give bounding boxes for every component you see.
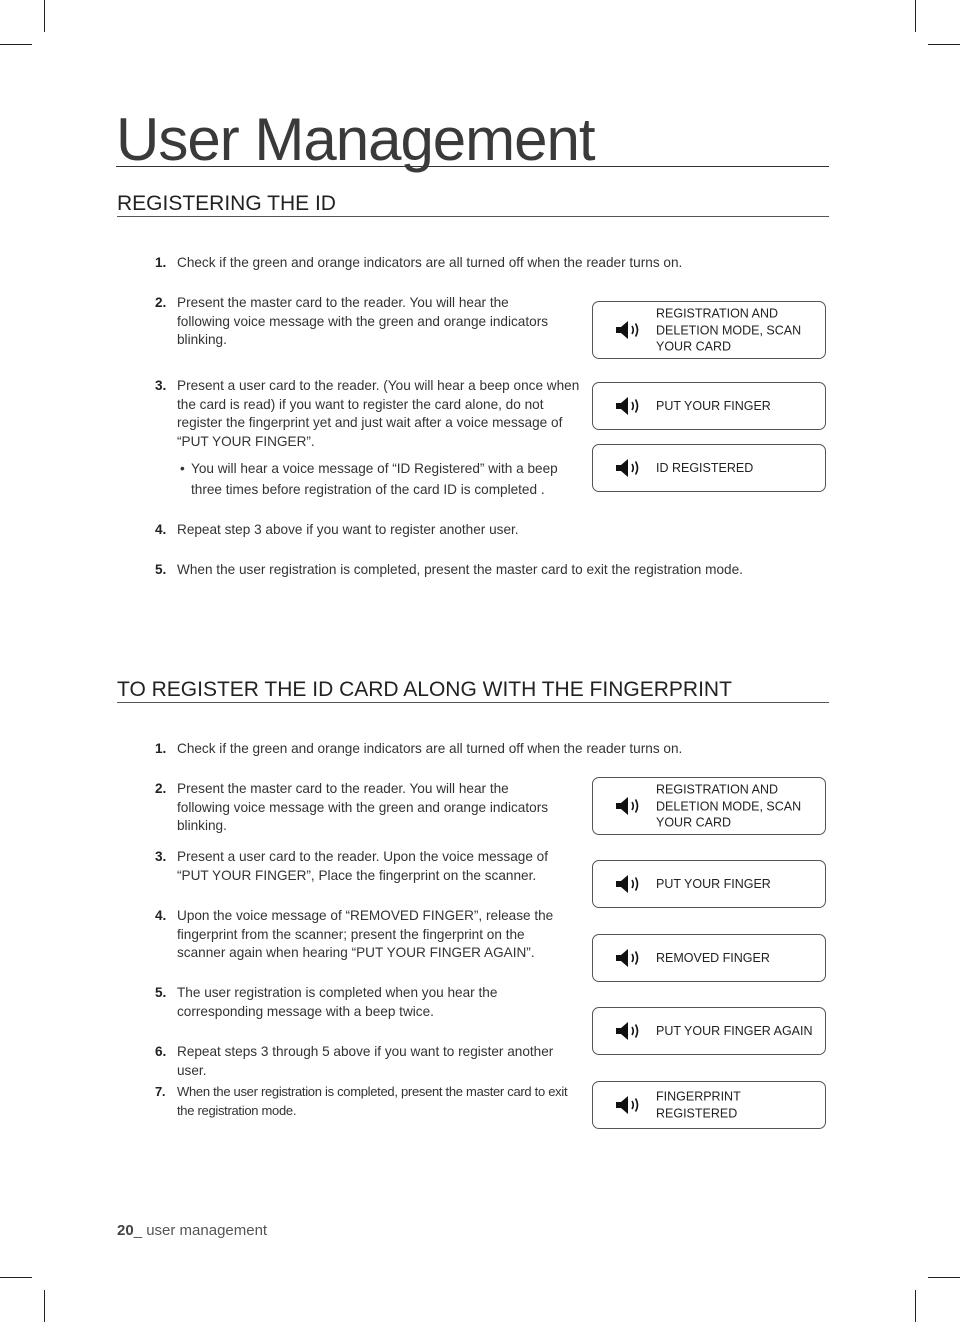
- step-text: Present a user card to the reader. Upon the voice message of “PUT YOUR FINGER”, Place the fingerprint on the scanner.: [177, 849, 549, 883]
- bullet-note: [180, 458, 585, 500]
- step-number: 5.: [155, 985, 167, 1000]
- voice-message-text: PUT YOUR FINGER: [656, 398, 771, 413]
- voice-message-text: REMOVED FINGER: [656, 950, 770, 965]
- section-title-registering-id: REGISTERING THE ID: [117, 193, 829, 217]
- step-number: 3.: [155, 378, 167, 393]
- section-title-id-card-fingerprint: TO REGISTER THE ID CARD ALONG WITH THE FINGERPRINT: [117, 679, 829, 703]
- step-4: [155, 907, 567, 963]
- step-5: [155, 984, 580, 1021]
- speaker-icon: [615, 947, 643, 969]
- voice-message-box: [592, 860, 826, 908]
- crop-mark-top-left-h: [0, 44, 32, 45]
- step-number: 2.: [155, 295, 167, 310]
- crop-mark-bottom-left-h: [0, 1277, 32, 1278]
- crop-mark-bottom-left-v: [44, 1290, 45, 1322]
- step-7: [155, 1083, 580, 1120]
- step-text: Present the master card to the reader. You will hear the following voice message with the green and orange indicators blinking.: [177, 295, 549, 347]
- step-text: Check if the green and orange indicators are all turned off when the reader turns on.: [177, 255, 683, 270]
- voice-message-text: REGISTRATION AND DELETION MODE, SCAN YOUR CARD: [656, 306, 802, 354]
- speaker-icon: [615, 457, 643, 479]
- step-2: [155, 294, 555, 350]
- speaker-icon: [615, 1020, 643, 1042]
- speaker-icon: [615, 395, 643, 417]
- step-text: When the user registration is completed, present the master card to exit the registration mode.: [177, 562, 743, 577]
- page-footer: [117, 1222, 267, 1239]
- footer-section-label: _ user management: [133, 1222, 268, 1239]
- step-text: The user registration is completed when you hear the corresponding message with a beep twice.: [177, 985, 498, 1019]
- voice-message-box: [592, 444, 826, 492]
- step-text: Repeat step 3 above if you want to register another user.: [177, 522, 519, 537]
- step-text: Present the master card to the reader. You will hear the following voice message with the green and orange indicators blinking.: [177, 781, 549, 833]
- step-1: [155, 254, 795, 273]
- step-4: [155, 521, 795, 540]
- crop-mark-bottom-right-v: [915, 1290, 916, 1322]
- speaker-icon: [615, 1094, 643, 1116]
- voice-message-text: FINGERPRINT REGISTERED: [656, 1089, 741, 1120]
- step-number: 1.: [155, 255, 167, 270]
- step-number: 5.: [155, 562, 167, 577]
- step-number: 2.: [155, 781, 167, 796]
- step-text: Upon the voice message of “REMOVED FINGER”, release the fingerprint from the scanner; present the fingerprint on the scanner again when hearing “PUT YOUR FINGER AGAIN”.: [177, 908, 554, 960]
- voice-message-text: PUT YOUR FINGER AGAIN: [656, 1023, 813, 1038]
- step-text: Repeat steps 3 through 5 above if you want to register another user.: [177, 1044, 554, 1078]
- step-1: [155, 740, 795, 759]
- speaker-icon: [615, 873, 643, 895]
- voice-message-text: PUT YOUR FINGER: [656, 876, 771, 891]
- step-text: Check if the green and orange indicators are all turned off when the reader turns on.: [177, 741, 683, 756]
- voice-message-box: [592, 777, 826, 835]
- voice-message-box: [592, 934, 826, 982]
- voice-message-box: [592, 301, 826, 359]
- speaker-icon: [615, 795, 643, 817]
- step-5: [155, 561, 795, 580]
- speaker-icon: [615, 319, 643, 341]
- voice-message-box: [592, 382, 826, 430]
- voice-message-box: [592, 1081, 826, 1129]
- step-3: [155, 848, 575, 885]
- step-number: 7.: [155, 1084, 166, 1099]
- step-number: 4.: [155, 908, 167, 923]
- page-title: User Management: [116, 110, 829, 167]
- crop-mark-top-left-v: [44, 0, 45, 32]
- step-3: [155, 377, 580, 451]
- bullet-text: You will hear a voice message of “ID Registered” with a beep three times before registration of the card ID is completed .: [191, 461, 558, 497]
- step-number: 1.: [155, 741, 167, 756]
- step-number: 6.: [155, 1044, 167, 1059]
- voice-message-box: [592, 1007, 826, 1055]
- step-text: When the user registration is completed, present the master card to exit the registration mode.: [177, 1084, 568, 1118]
- page-number: 20: [117, 1222, 134, 1239]
- crop-mark-top-right-h: [928, 44, 960, 45]
- bullet-mark: •: [180, 461, 185, 476]
- step-text: Present a user card to the reader. (You will hear a beep once when the card is read) if you want to register the card alone, do not register the fingerprint yet and just wait after a voice message of “PUT YOUR FINGER”.: [177, 378, 580, 449]
- crop-mark-bottom-right-h: [928, 1277, 960, 1278]
- voice-message-text: REGISTRATION AND DELETION MODE, SCAN YOUR CARD: [656, 782, 802, 830]
- voice-message-text: ID REGISTERED: [656, 460, 754, 475]
- step-number: 3.: [155, 849, 167, 864]
- step-2: [155, 780, 555, 836]
- crop-mark-top-right-v: [915, 0, 916, 32]
- step-number: 4.: [155, 522, 167, 537]
- step-6: [155, 1043, 580, 1080]
